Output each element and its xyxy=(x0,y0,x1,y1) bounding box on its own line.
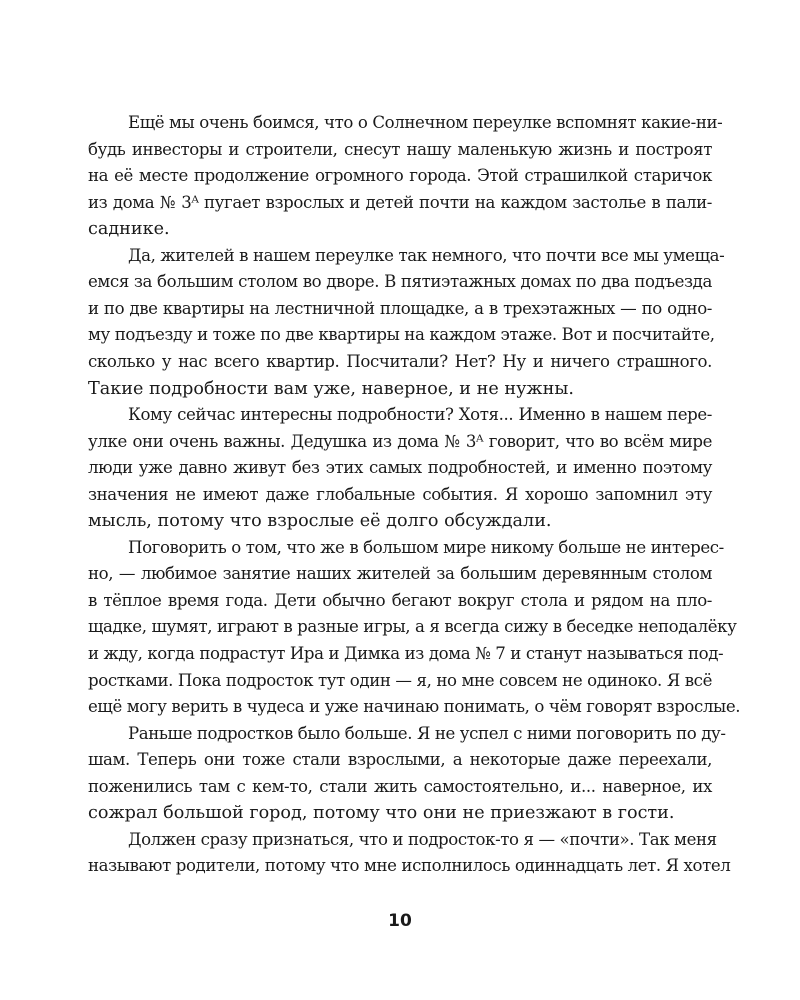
text-line: му подъезду и тоже по две квартиры на каждом этаже. Вот и посчитайте, xyxy=(88,325,715,345)
text-line: щадке, шумят, играют в разные игры, а я всегда сижу в беседке неподалёку xyxy=(88,617,737,637)
text-line: Должен сразу признаться, что и подросток-то я — «почти». Так меня xyxy=(128,829,717,849)
text-line: Поговорить о том, что же в большом мире никому больше не интерес- xyxy=(128,537,724,557)
text-line: Раньше подростков было больше. Я не успел с ними поговорить по ду- xyxy=(128,723,726,743)
text-line: и жду, когда подрастут Ира и Димка из дома № 7 и станут называться под- xyxy=(88,644,724,663)
text-line: но, — любимое занятие наших жителей за большим деревянным столом xyxy=(88,564,712,584)
text-line: Ещё мы очень боимся, что о Солнечном переулке вспомнят какие-ни- xyxy=(128,113,723,132)
page-number: 10 xyxy=(388,911,412,931)
text-line: емся за большим столом во дворе. В пятиэтажных домах по два подъезда xyxy=(88,272,712,292)
text-line: мысль, потому что взрослые её долго обсуждали. xyxy=(88,511,552,532)
text-line: на её месте продолжение огромного города. Этой страшилкой старичок xyxy=(88,166,712,186)
text-line: сожрал большой город, потому что они не приезжают в гости. xyxy=(88,803,675,824)
text-line: ростками. Пока подросток тут один — я, но мне совсем не одиноко. Я всё xyxy=(88,670,712,690)
text-line: люди уже давно живут без этих самых подробностей, и именно поэтому xyxy=(88,458,712,478)
text-line: Такие подробности вам уже, наверное, и не нужны. xyxy=(88,378,574,399)
text-line: улке они очень важны. Дедушка из дома № 3ᴬ говорит, что во всём мире xyxy=(88,431,712,451)
text-line: и по две квартиры на лестничной площадке, а в трехэтажных — по одно- xyxy=(88,298,712,318)
text-line: поженились там с кем-то, стали жить самостоятельно, и... наверное, их xyxy=(88,776,712,796)
text-line: значения не имеют даже глобальные события. Я хорошо запомнил эту xyxy=(88,484,712,504)
text-line: будь инвесторы и строители, снесут нашу маленькую жизнь и построят xyxy=(88,139,712,159)
text-line: из дома № 3ᴬ пугает взрослых и детей почти на каждом застолье в пали- xyxy=(88,192,712,212)
text-line: сколько у нас всего квартир. Посчитали? Нет? Ну и ничего страшного. xyxy=(88,351,712,371)
text-line: ещё могу верить в чудеса и уже начинаю понимать, о чём говорят взрослые. xyxy=(88,697,741,717)
text-line: называют родители, потому что мне исполнилось одиннадцать лет. Я хотел xyxy=(88,856,731,876)
text-line: в тёплое время года. Дети обычно бегают вокруг стола и рядом на пло- xyxy=(88,590,712,610)
text-line: саднике. xyxy=(88,219,170,240)
text-line: шам. Теперь они тоже стали взрослыми, а некоторые даже переехали, xyxy=(88,750,712,770)
text-line: Кому сейчас интересны подробности? Хотя... Именно в нашем пере- xyxy=(128,405,712,425)
text-line: Да, жителей в нашем переулке так немного, что почти все мы умеща- xyxy=(128,245,725,265)
